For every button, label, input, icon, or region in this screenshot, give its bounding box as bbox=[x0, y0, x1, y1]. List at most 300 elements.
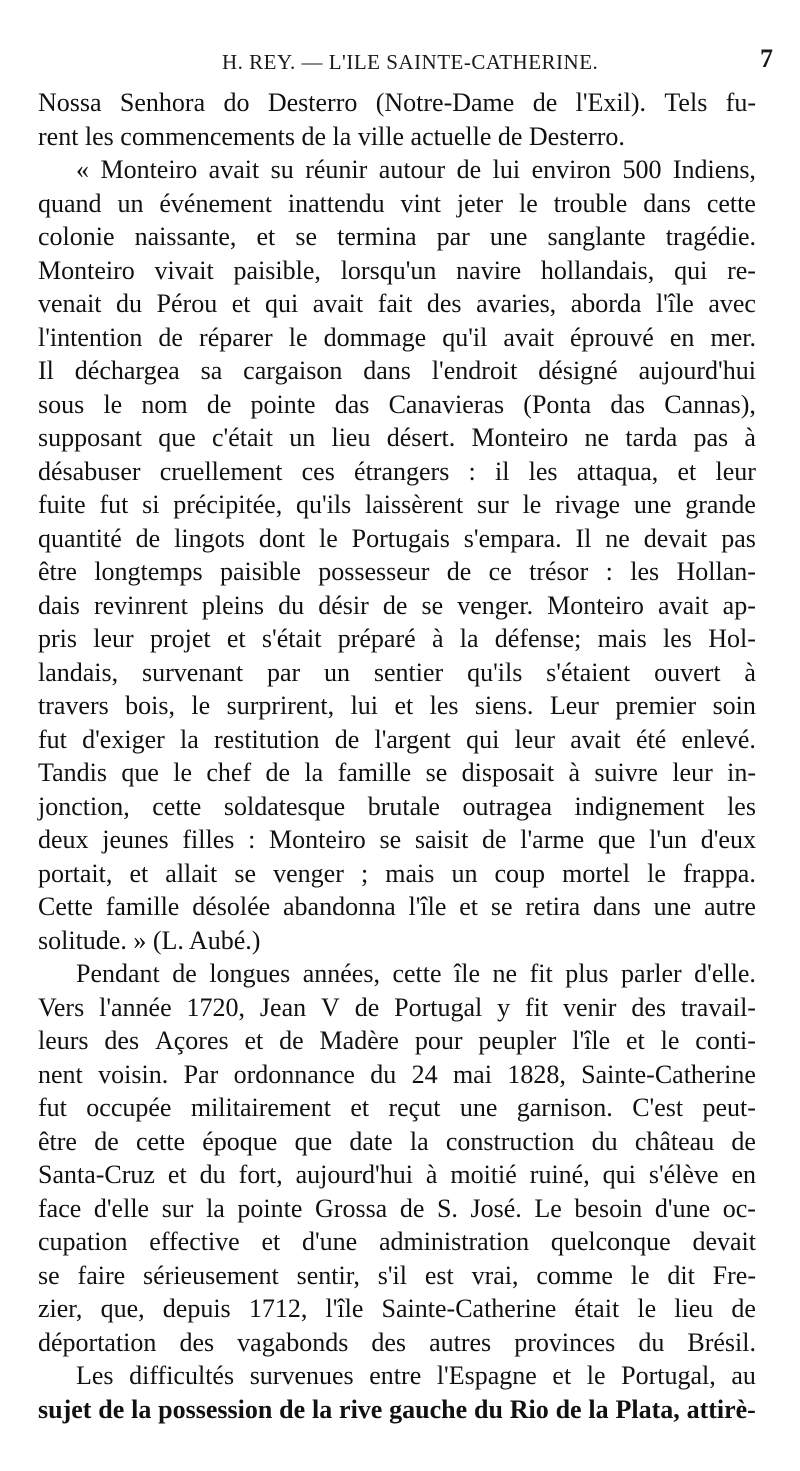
word: l'Espagne bbox=[436, 1361, 537, 1390]
word: José. bbox=[470, 1193, 522, 1223]
word: : bbox=[248, 825, 256, 854]
word: ne bbox=[492, 959, 518, 988]
word: si bbox=[142, 490, 160, 519]
word: in- bbox=[727, 758, 756, 787]
word: date bbox=[349, 1126, 393, 1156]
word: de bbox=[456, 155, 482, 184]
text-line bbox=[38, 991, 756, 1025]
word: attaqua, bbox=[576, 456, 659, 486]
word: autour bbox=[378, 155, 446, 184]
word: indignement bbox=[574, 791, 705, 821]
word: ruiné, bbox=[529, 1160, 590, 1189]
word: éprouvé bbox=[570, 322, 654, 352]
word: avait bbox=[570, 724, 621, 754]
word: du bbox=[591, 1126, 618, 1156]
text-line bbox=[38, 890, 756, 924]
word: do bbox=[223, 88, 250, 117]
word: sur bbox=[161, 1193, 194, 1223]
word: ; bbox=[360, 858, 369, 888]
word: Hol- bbox=[708, 624, 756, 653]
word: environ bbox=[531, 155, 611, 184]
word: Par bbox=[183, 1059, 219, 1089]
word: et bbox=[459, 892, 478, 921]
word: Le bbox=[534, 1193, 562, 1223]
word: mais bbox=[385, 858, 435, 888]
word: se bbox=[490, 892, 513, 921]
word: de bbox=[98, 1394, 125, 1424]
word: et bbox=[350, 1093, 370, 1122]
word: réparer bbox=[199, 322, 273, 352]
word: deux bbox=[38, 825, 89, 854]
line-text: solitude. » (L. Aubé.) bbox=[38, 925, 261, 955]
word: époque bbox=[202, 1126, 278, 1156]
word: venir bbox=[563, 992, 617, 1022]
word: Sainte-Catherine bbox=[581, 1059, 756, 1089]
word: C'est bbox=[632, 1093, 684, 1122]
word: Pérou bbox=[156, 289, 218, 318]
word: de bbox=[482, 825, 507, 854]
text-line bbox=[38, 455, 756, 489]
word: famille bbox=[105, 892, 180, 921]
word: s'il bbox=[377, 1260, 407, 1290]
word: avait bbox=[503, 322, 554, 352]
word: événement bbox=[159, 188, 272, 218]
word: pointe bbox=[250, 389, 316, 419]
word: et bbox=[552, 1361, 572, 1390]
word: V bbox=[321, 992, 340, 1022]
word: Santa-Cruz bbox=[38, 1160, 155, 1189]
word: et bbox=[256, 222, 276, 251]
word: le bbox=[191, 691, 211, 720]
text-line bbox=[38, 790, 756, 824]
word: se bbox=[421, 590, 444, 620]
word: de bbox=[135, 523, 161, 553]
word: survenant bbox=[142, 657, 244, 687]
line-text: rent les commencements de la ville actuelle de Desterro. bbox=[38, 121, 625, 151]
text-line bbox=[38, 589, 756, 623]
word: jeter bbox=[456, 188, 504, 218]
word: devait bbox=[643, 523, 708, 553]
word: de bbox=[265, 758, 291, 787]
word: Portugais bbox=[351, 523, 450, 553]
word: ap- bbox=[722, 590, 756, 620]
word: années, bbox=[302, 959, 380, 988]
word: coup bbox=[494, 858, 546, 888]
word: Senhora bbox=[119, 88, 206, 117]
word: sentier bbox=[373, 657, 444, 687]
word: se bbox=[234, 858, 257, 888]
word: ouvert bbox=[654, 657, 721, 687]
word: supposant bbox=[38, 423, 142, 452]
word: filles bbox=[182, 825, 235, 854]
word: la bbox=[131, 1394, 152, 1424]
word: travail- bbox=[680, 992, 756, 1022]
word: le bbox=[103, 389, 123, 419]
word: été bbox=[636, 724, 667, 754]
word: projet bbox=[149, 624, 211, 653]
word: et bbox=[231, 289, 251, 318]
word: fut bbox=[99, 490, 129, 519]
word: premier bbox=[615, 691, 697, 720]
page-header bbox=[0, 44, 800, 80]
word: aujourd'hui bbox=[295, 1160, 413, 1189]
text-line bbox=[38, 421, 756, 455]
word: difficultés bbox=[129, 1361, 235, 1390]
word: et bbox=[129, 858, 149, 888]
word: parler bbox=[621, 959, 682, 988]
word: oc- bbox=[722, 1193, 756, 1223]
word: Les bbox=[76, 1361, 114, 1390]
word: mais bbox=[597, 624, 647, 653]
word: peupler bbox=[478, 1026, 557, 1055]
text-line bbox=[38, 857, 756, 891]
word: château bbox=[634, 1126, 715, 1156]
word: Indiens, bbox=[672, 155, 756, 184]
word: être bbox=[38, 557, 77, 586]
word: ce bbox=[488, 557, 512, 586]
word: colonie bbox=[38, 222, 115, 251]
word: à bbox=[431, 624, 444, 653]
word: portait, bbox=[38, 858, 113, 888]
word: l'argent bbox=[374, 724, 451, 754]
word: ordonnance bbox=[233, 1059, 355, 1089]
word: revinrent bbox=[93, 590, 188, 620]
word: quantité bbox=[38, 523, 122, 553]
word: lieu bbox=[674, 1294, 714, 1323]
word: Rio bbox=[509, 1394, 549, 1424]
word: sa bbox=[200, 356, 223, 385]
word: avec bbox=[708, 289, 756, 318]
word: l'île bbox=[325, 1294, 364, 1323]
word: cupation bbox=[38, 1227, 128, 1256]
text-line bbox=[38, 723, 756, 757]
word: (Notre-Dame bbox=[375, 88, 515, 117]
word: soin bbox=[712, 691, 756, 720]
word: lui bbox=[350, 691, 379, 720]
word: s'empara. bbox=[463, 523, 562, 553]
word: effective bbox=[149, 1227, 240, 1256]
text-line bbox=[38, 1192, 756, 1226]
word: que bbox=[597, 825, 636, 854]
word: survenues bbox=[249, 1361, 354, 1390]
word: dans bbox=[593, 892, 641, 921]
word: s'élève bbox=[648, 1160, 719, 1189]
word: en bbox=[731, 1160, 756, 1189]
word: sujet bbox=[38, 1394, 92, 1424]
word: de bbox=[532, 88, 558, 117]
word: le bbox=[637, 1294, 657, 1323]
word: de bbox=[354, 992, 380, 1022]
word: le bbox=[630, 1260, 650, 1290]
word: vagabonds bbox=[237, 1327, 349, 1357]
word: Monteiro bbox=[471, 423, 569, 452]
word: les bbox=[429, 691, 459, 720]
word: reçut bbox=[388, 1093, 441, 1122]
word: de bbox=[172, 959, 197, 988]
word: de bbox=[399, 1193, 425, 1223]
word: déchargea bbox=[74, 356, 180, 385]
word: rivage bbox=[555, 490, 621, 519]
word: était bbox=[574, 1294, 620, 1323]
word: quand bbox=[38, 188, 102, 218]
word: le bbox=[586, 1361, 606, 1390]
word: se bbox=[425, 758, 448, 787]
word: la bbox=[409, 1126, 429, 1156]
word: fuite bbox=[38, 490, 86, 519]
word: d'exiger bbox=[82, 724, 165, 754]
text-line bbox=[38, 1393, 756, 1427]
word: Portugal bbox=[394, 992, 483, 1022]
word: besoin bbox=[574, 1193, 643, 1223]
word: cruellement bbox=[159, 456, 283, 486]
word: vint bbox=[400, 188, 441, 218]
word: sérieusement bbox=[143, 1260, 279, 1290]
word: 500 bbox=[622, 155, 662, 184]
word: à bbox=[425, 1160, 438, 1189]
word: laissèrent bbox=[365, 490, 464, 519]
word: avaries, bbox=[476, 289, 557, 318]
word: et bbox=[167, 1160, 187, 1189]
text-line bbox=[38, 1259, 756, 1293]
word: nent bbox=[38, 1059, 83, 1089]
word: termina bbox=[337, 222, 417, 251]
word: zier, bbox=[38, 1294, 83, 1323]
word: longtemps bbox=[94, 557, 203, 586]
word: tarda bbox=[625, 423, 678, 452]
word: quelconque bbox=[550, 1227, 671, 1256]
word: cette bbox=[392, 959, 442, 988]
word: naissante, bbox=[134, 222, 237, 251]
page-number: 7 bbox=[760, 44, 773, 73]
word: ces bbox=[301, 456, 335, 486]
word: leur bbox=[672, 758, 713, 787]
word: administration bbox=[378, 1227, 530, 1256]
word: construction bbox=[445, 1126, 575, 1156]
word: 1828, bbox=[507, 1059, 566, 1089]
word: d'une bbox=[301, 1227, 358, 1256]
word: cette bbox=[706, 188, 756, 218]
word: le bbox=[647, 858, 666, 888]
text-line bbox=[38, 522, 756, 556]
word: chef bbox=[206, 758, 252, 787]
word: le bbox=[519, 188, 538, 218]
word: garnison. bbox=[516, 1093, 613, 1122]
text-line bbox=[38, 488, 756, 522]
word: Desterro bbox=[267, 88, 358, 117]
word: conti- bbox=[695, 1026, 756, 1055]
word: sanglante bbox=[547, 222, 646, 251]
word: depuis bbox=[162, 1294, 231, 1323]
word: de bbox=[731, 1294, 756, 1323]
word: au bbox=[731, 1361, 756, 1390]
text-line bbox=[38, 388, 756, 422]
word: du bbox=[638, 1327, 665, 1357]
word: le bbox=[288, 322, 308, 352]
word: pleins bbox=[201, 590, 265, 620]
word: défense; bbox=[494, 624, 582, 653]
word: longues bbox=[209, 959, 291, 988]
word: que bbox=[158, 423, 196, 452]
word: et bbox=[677, 456, 697, 486]
word: nom bbox=[141, 389, 188, 419]
word: une bbox=[489, 222, 528, 251]
word: s'était bbox=[261, 624, 322, 653]
word: étrangers bbox=[354, 456, 450, 486]
word: dit bbox=[667, 1260, 695, 1290]
word: voisin. bbox=[98, 1059, 169, 1089]
word: possesseur bbox=[318, 557, 430, 586]
word: y bbox=[497, 992, 511, 1022]
word: être bbox=[38, 1126, 77, 1156]
word: 1712, bbox=[248, 1294, 308, 1323]
word: préparé bbox=[337, 624, 416, 653]
word: « bbox=[76, 155, 89, 184]
text-line bbox=[38, 1326, 756, 1360]
word: à bbox=[744, 657, 756, 687]
word: surprirent, bbox=[226, 691, 335, 720]
word: S. bbox=[436, 1193, 458, 1223]
word: navire bbox=[456, 255, 522, 285]
text-line bbox=[38, 120, 756, 154]
word: Canavieras bbox=[388, 389, 505, 419]
text-line bbox=[38, 1225, 756, 1259]
word: Portugal, bbox=[621, 1361, 716, 1390]
word: Nossa bbox=[38, 88, 102, 117]
word: le bbox=[173, 758, 193, 787]
word: occupée bbox=[86, 1093, 172, 1122]
word: fait bbox=[377, 289, 413, 318]
text-line bbox=[38, 1158, 756, 1192]
word: est bbox=[424, 1260, 454, 1290]
word: dans bbox=[643, 188, 691, 218]
word: que bbox=[121, 758, 159, 787]
word: mer. bbox=[710, 322, 756, 352]
word: une bbox=[459, 1093, 498, 1122]
word: un bbox=[117, 188, 144, 218]
word: de bbox=[334, 724, 360, 754]
word: tragédie. bbox=[665, 222, 756, 251]
word: lui bbox=[492, 155, 521, 184]
text-line bbox=[38, 555, 756, 589]
word: inattendu bbox=[287, 188, 385, 218]
text-line bbox=[38, 689, 756, 723]
word: Tels bbox=[664, 88, 708, 117]
word: fit bbox=[529, 959, 553, 988]
word: bois, bbox=[125, 691, 175, 720]
word: Plata, bbox=[615, 1394, 680, 1424]
word: Fre- bbox=[712, 1260, 756, 1290]
word: cargaison bbox=[243, 356, 343, 385]
word: désolée bbox=[192, 892, 271, 921]
word: de bbox=[555, 1394, 582, 1424]
word: mortel bbox=[562, 858, 631, 888]
word: pas bbox=[721, 523, 756, 553]
word: des bbox=[371, 1327, 407, 1357]
word: les bbox=[528, 456, 558, 486]
word: Cannas), bbox=[664, 389, 756, 419]
word: fut bbox=[38, 724, 67, 754]
word: qui bbox=[674, 255, 708, 285]
text-line bbox=[38, 354, 756, 388]
word: jonction, bbox=[38, 791, 130, 821]
text-line bbox=[38, 756, 756, 790]
word: Açores bbox=[154, 1026, 229, 1055]
word: restitution bbox=[214, 724, 320, 754]
word: venait bbox=[38, 289, 102, 318]
word: paisible bbox=[220, 557, 301, 586]
text-line bbox=[38, 86, 756, 120]
body-text bbox=[38, 86, 756, 1426]
word: paisible, bbox=[233, 255, 321, 285]
word: d'elle. bbox=[694, 959, 756, 988]
word: l'intention bbox=[38, 322, 143, 352]
word: dais bbox=[38, 590, 80, 620]
word: des bbox=[426, 289, 462, 318]
word: re- bbox=[727, 255, 756, 285]
word: entre bbox=[369, 1361, 422, 1390]
word: abandonna bbox=[283, 892, 396, 921]
word: dommage bbox=[323, 322, 427, 352]
word: avait bbox=[312, 289, 364, 318]
word: l'année bbox=[99, 992, 172, 1022]
word: Hollan- bbox=[676, 557, 756, 586]
word: et bbox=[261, 1227, 281, 1256]
word: les bbox=[727, 791, 756, 821]
word: (Ponta bbox=[523, 389, 592, 419]
word: une bbox=[653, 892, 692, 921]
word: grande bbox=[685, 490, 756, 519]
word: de bbox=[206, 389, 232, 419]
word: l'un bbox=[649, 825, 688, 854]
word: du bbox=[116, 289, 143, 318]
word: désigné bbox=[538, 356, 618, 385]
word: jeunes bbox=[102, 825, 169, 854]
word: à bbox=[568, 758, 581, 787]
word: Brésil. bbox=[687, 1327, 756, 1357]
text-line bbox=[38, 1359, 756, 1393]
word: leur bbox=[93, 624, 134, 653]
word: Pendant bbox=[76, 959, 160, 988]
word: la bbox=[206, 1193, 225, 1223]
word: attirè- bbox=[686, 1394, 756, 1424]
word: famille bbox=[337, 758, 412, 787]
word: qu'ils bbox=[296, 490, 352, 519]
word: de bbox=[279, 1394, 306, 1424]
word: moitié bbox=[450, 1160, 517, 1189]
word: das bbox=[334, 389, 370, 419]
word: disposait bbox=[461, 758, 555, 787]
word: qui bbox=[602, 1160, 636, 1189]
word: déportation bbox=[38, 1327, 157, 1357]
word: l'Exil). bbox=[575, 88, 646, 117]
word: Jean bbox=[259, 992, 307, 1022]
word: Vers bbox=[38, 992, 85, 1022]
word: devait bbox=[692, 1227, 756, 1256]
word: allait bbox=[165, 858, 218, 888]
word: du bbox=[199, 1160, 226, 1189]
word: qui bbox=[466, 724, 500, 754]
word: provinces bbox=[514, 1327, 616, 1357]
text-line bbox=[38, 656, 756, 690]
text-line bbox=[38, 1292, 756, 1326]
word: su bbox=[270, 155, 294, 184]
word: venger bbox=[273, 858, 344, 888]
word: que, bbox=[100, 1294, 145, 1323]
word: comme bbox=[536, 1260, 613, 1290]
word: Monteiro bbox=[547, 590, 644, 620]
word: 24 bbox=[411, 1059, 438, 1089]
word: Grossa bbox=[315, 1193, 388, 1223]
